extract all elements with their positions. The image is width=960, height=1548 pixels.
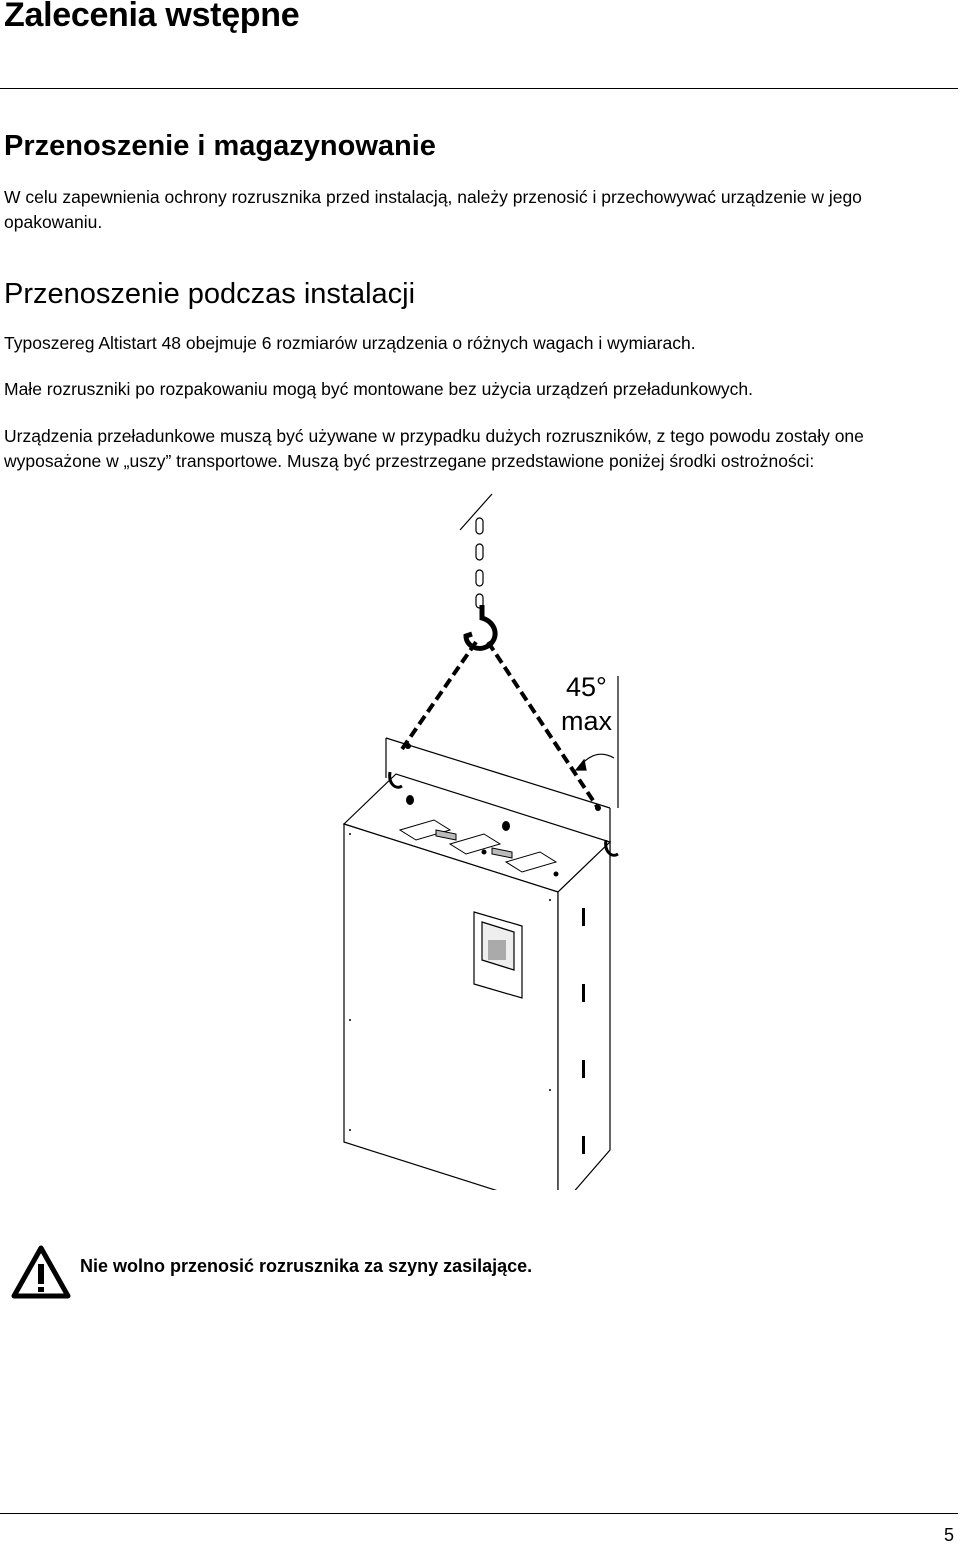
footer-rule [0, 1513, 958, 1514]
angle-label: max [561, 706, 613, 736]
installation-paragraph-3: Urządzenia przeładunkowe muszą być używane w przypadku dużych rozruszników, z tego powodu zostały one wyposażone w „uszy” transportowe. Muszą być przestrzegane przedstawione poniżej środki ostrożności: [4, 426, 864, 471]
chain-left [400, 642, 476, 752]
page-title: Zalecenia wstępne [4, 0, 300, 34]
storage-paragraph: W celu zapewnienia ochrony rozrusznika przed instalacją, należy przenosić i przechowywać urządzenie w jego opakowaniu. [4, 187, 862, 232]
hook-icon [466, 605, 495, 648]
installation-paragraph-1: Typoszereg Altistart 48 obejmuje 6 rozmiarów urządzenia o różnych wagach i wymiarach. [4, 333, 696, 353]
page-number: 5 [943, 1525, 954, 1545]
warning-text: Nie wolno przenosić rozrusznika za szyny zasilające. [80, 1256, 533, 1276]
angle-value: 45° [566, 672, 607, 702]
header-rule [0, 88, 958, 89]
section-heading-storage: Przenoszenie i magazynowanie [4, 130, 436, 162]
warning-triangle-icon [10, 1244, 72, 1300]
installation-paragraph-2: Małe rozruszniki po rozpakowaniu mogą być montowane bez użycia urządzeń przeładunkowych. [4, 379, 753, 399]
chain-top [476, 518, 483, 608]
lifting-diagram [300, 490, 640, 1190]
section-heading-installation: Przenoszenie podczas instalacji [4, 278, 416, 310]
